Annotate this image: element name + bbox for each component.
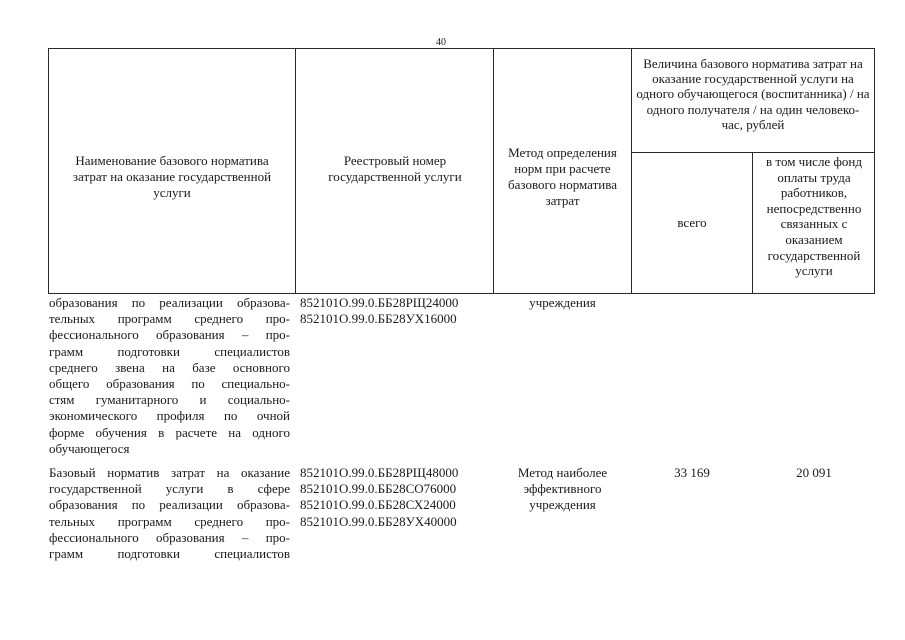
page-number: 40	[436, 37, 446, 48]
header-wage-fund: в том числе фонд оплаты труда работников, непосредственно связанных с оказанием государственной услуги	[766, 154, 862, 279]
header-total: всего	[677, 215, 707, 230]
header-method: Метод определения норм при расчете базового норматива затрат	[508, 145, 617, 208]
row-2-registry: 852101О.99.0.ББ28РЩ48000 852101О.99.0.ББ28СО76000 852101О.99.0.ББ28СХ24000 852101О.99.0.ББ28УХ40000	[300, 465, 459, 529]
row-1-name: образования по реализации образова- тельных программ среднего про- фессионального образования – про- грамм подготовки специалистов среднего звена на базе основного общего образования по специально- стям гуманитарного и социально- экономического профиля по очной форме обучения в расчете на одного обучающегося	[49, 295, 290, 456]
row-1-method: учреждения	[529, 295, 596, 310]
header-name-of-norm: Наименование базового норматива затрат на оказание государственной услуги	[72, 153, 272, 200]
row-1-registry: 852101О.99.0.ББ28РЩ24000 852101О.99.0.ББ28УХ16000	[300, 295, 459, 327]
row-2-total: 33 169	[674, 465, 710, 480]
row-2-wage: 20 091	[796, 465, 832, 480]
row-2-name: Базовый норматив затрат на оказание государственной услуги в сфере образования по реализации образова- тельных программ среднего про- фессионального образования – про- грамм подготовки специалистов	[49, 465, 290, 562]
header-norm-value: Величина базового норматива затрат на оказание государственной услуги на одного обучающегося (воспитанника) / на одного получателя / на один человеко-час, рублей	[636, 56, 870, 132]
row-2-method: Метод наиболее эффективного учреждения	[517, 465, 608, 513]
header-registry-number: Реестровый номер государственной услуги	[328, 153, 462, 184]
